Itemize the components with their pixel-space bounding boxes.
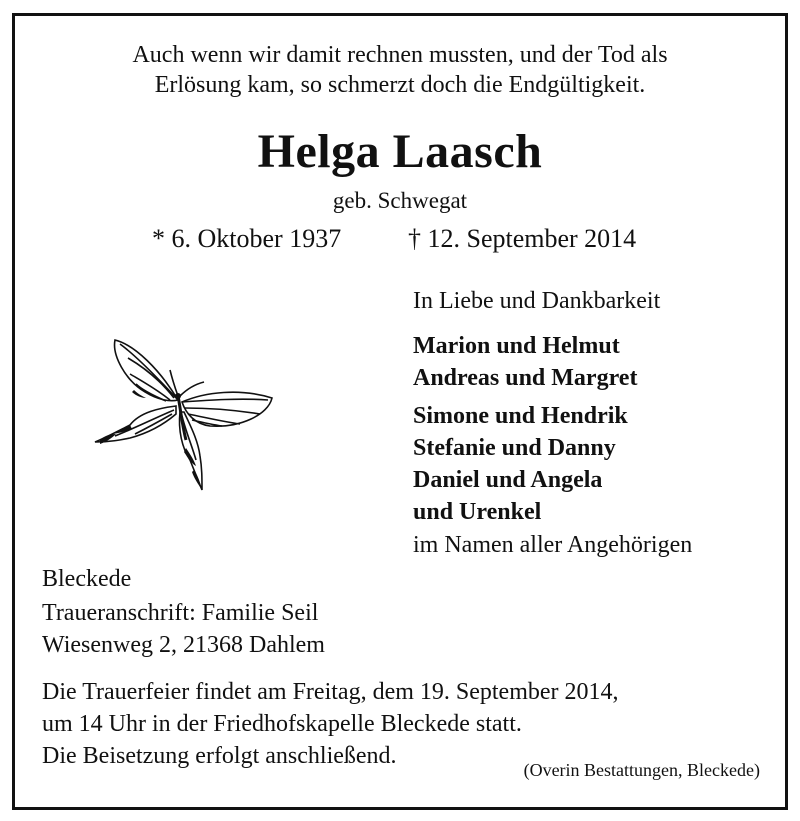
mourners-intro: In Liebe und Dankbarkeit — [413, 288, 661, 314]
service-line-2: um 14 Uhr in der Friedhofskapelle Bleckede statt. — [42, 711, 522, 737]
birth-name: geb. Schwegat — [332, 188, 468, 213]
mourner-name: Daniel und Angela — [413, 467, 603, 493]
mourners-group-1 — [413, 330, 637, 394]
butterfly-illustration — [90, 330, 280, 495]
funeral-home: (Overin Bestattungen, Bleckede) — [523, 760, 760, 780]
quote-line-2: Erlösung kam, so schmerzt doch die Endgültigkeit. — [154, 72, 646, 98]
address-line-2: Wiesenweg 2, 21368 Dahlem — [42, 632, 325, 658]
death-date: † 12. September 2014 — [408, 224, 637, 253]
mourner-name: Andreas und Margret — [413, 365, 638, 391]
deceased-name: Helga Laasch — [257, 125, 543, 178]
service-details — [42, 676, 619, 772]
service-line-1: Die Trauerfeier findet am Freitag, dem 19. September 2014, — [42, 679, 619, 705]
mourner-name: Simone und Hendrik — [413, 403, 628, 429]
mourner-name: Marion und Helmut — [413, 333, 620, 359]
mourners-closing: im Namen aller Angehörigen — [413, 532, 693, 558]
quote — [12, 40, 788, 100]
mourning-address — [42, 597, 325, 661]
address-line-1: Traueranschrift: Familie Seil — [42, 600, 319, 626]
location: Bleckede — [42, 566, 132, 592]
quote-line-1: Auch wenn wir damit rechnen mussten, und der Tod als — [132, 42, 668, 68]
birth-date: * 6. Oktober 1937 — [152, 224, 342, 253]
mourners-group-2 — [413, 400, 628, 528]
mourner-name: und Urenkel — [413, 499, 542, 525]
service-line-3: Die Beisetzung erfolgt anschließend. — [42, 743, 397, 769]
mourner-name: Stefanie und Danny — [413, 435, 616, 461]
